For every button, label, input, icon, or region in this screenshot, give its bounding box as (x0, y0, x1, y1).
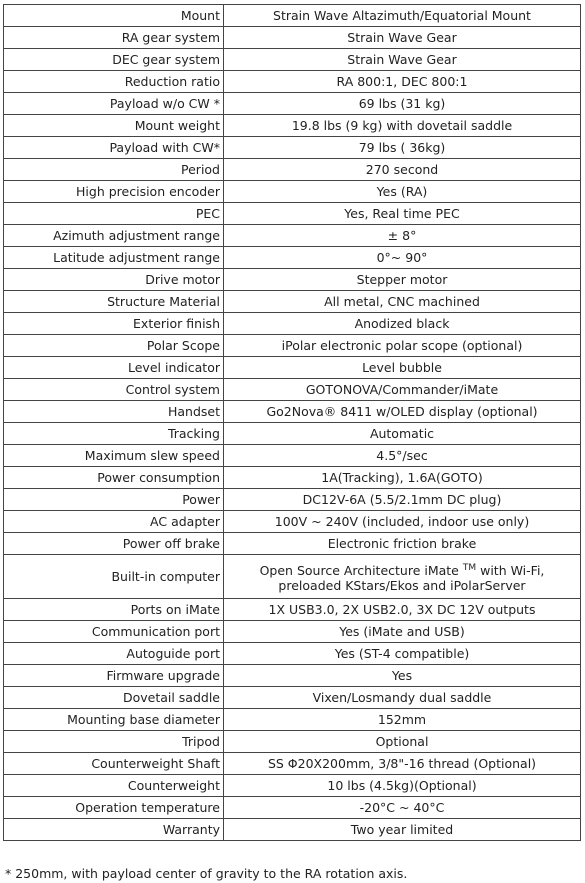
spec-row-structure-material (4, 291, 581, 313)
spec-label: Counterweight (4, 775, 224, 797)
trademark-mark: TM (462, 562, 477, 573)
spec-label: Exterior finish (4, 313, 224, 335)
payload-footnote: * 250mm, with payload center of gravity to the RA rotation axis. (5, 866, 408, 881)
spec-label: Warranty (4, 819, 224, 841)
spec-value: Yes, Real time PEC (224, 203, 581, 225)
spec-value: RA 800:1, DEC 800:1 (224, 71, 581, 93)
spec-value: DC12V-6A (5.5/2.1mm DC plug) (224, 489, 581, 511)
spec-label: Polar Scope (4, 335, 224, 357)
spec-value: 79 lbs ( 36kg) (224, 137, 581, 159)
spec-label: Dovetail saddle (4, 687, 224, 709)
spec-value: Yes (iMate and USB) (224, 621, 581, 643)
spec-label: AC adapter (4, 511, 224, 533)
spec-value: 1A(Tracking), 1.6A(GOTO) (224, 467, 581, 489)
spec-label: Communication port (4, 621, 224, 643)
spec-label: Mounting base diameter (4, 709, 224, 731)
spec-value: 1X USB3.0, 2X USB2.0, 3X DC 12V outputs (224, 599, 581, 621)
spec-row-level-indicator (4, 357, 581, 379)
spec-row-drive-motor (4, 269, 581, 291)
spec-row-mount (4, 5, 581, 27)
spec-label: Latitude adjustment range (4, 247, 224, 269)
spec-label: Counterweight Shaft (4, 753, 224, 775)
spec-row-tripod (4, 731, 581, 753)
builtin-computer-line2: preloaded KStars/Ekos and iPolarServer (278, 577, 526, 593)
spec-value: 0°~ 90° (224, 247, 581, 269)
spec-row-counterweight-shaft (4, 753, 581, 775)
spec-value: iPolar electronic polar scope (optional) (224, 335, 581, 357)
specifications-table (3, 4, 581, 841)
spec-value: Stepper motor (224, 269, 581, 291)
spec-label: Ports on iMate (4, 599, 224, 621)
specifications-table-body (4, 5, 581, 841)
spec-value: All metal, CNC machined (224, 291, 581, 313)
spec-value (224, 555, 581, 599)
spec-label: Power off brake (4, 533, 224, 555)
spec-label: Maximum slew speed (4, 445, 224, 467)
spec-row-mounting-base-diameter (4, 709, 581, 731)
spec-label: Tracking (4, 423, 224, 445)
spec-row-autoguide-port (4, 643, 581, 665)
spec-label: Reduction ratio (4, 71, 224, 93)
spec-value: Anodized black (224, 313, 581, 335)
spec-row-payload-with-cw (4, 137, 581, 159)
spec-label: Level indicator (4, 357, 224, 379)
spec-label: Built-in computer (4, 555, 224, 599)
spec-row-built-in-computer (4, 555, 581, 599)
spec-label: RA gear system (4, 27, 224, 49)
spec-value: 19.8 lbs (9 kg) with dovetail saddle (224, 115, 581, 137)
spec-row-operation-temperature (4, 797, 581, 819)
spec-value: Yes (ST-4 compatible) (224, 643, 581, 665)
spec-row-power-consumption (4, 467, 581, 489)
spec-value: 100V ~ 240V (included, indoor use only) (224, 511, 581, 533)
spec-label: Firmware upgrade (4, 665, 224, 687)
spec-row-power (4, 489, 581, 511)
spec-label: Power (4, 489, 224, 511)
spec-label: Drive motor (4, 269, 224, 291)
spec-label: Payload w/o CW * (4, 93, 224, 115)
spec-value: Go2Nova® 8411 w/OLED display (optional) (224, 401, 581, 423)
spec-label: High precision encoder (4, 181, 224, 203)
spec-row-dec-gear-system (4, 49, 581, 71)
spec-value: SS Φ20X200mm, 3/8"-16 thread (Optional) (224, 753, 581, 775)
spec-value: Yes (RA) (224, 181, 581, 203)
builtin-computer-line1-suffix: with Wi-Fi, (476, 562, 545, 578)
spec-row-power-off-brake (4, 533, 581, 555)
spec-row-counterweight (4, 775, 581, 797)
spec-label: Mount weight (4, 115, 224, 137)
spec-row-ac-adapter (4, 511, 581, 533)
spec-label: DEC gear system (4, 49, 224, 71)
spec-row-latitude-adjustment-range (4, 247, 581, 269)
spec-value: Electronic friction brake (224, 533, 581, 555)
spec-value: Optional (224, 731, 581, 753)
spec-label: Period (4, 159, 224, 181)
spec-row-dovetail-saddle (4, 687, 581, 709)
spec-value: 152mm (224, 709, 581, 731)
spec-value: -20°C ~ 40°C (224, 797, 581, 819)
spec-label: Operation temperature (4, 797, 224, 819)
spec-value: 69 lbs (31 kg) (224, 93, 581, 115)
spec-row-tracking (4, 423, 581, 445)
spec-value: 270 second (224, 159, 581, 181)
spec-value: Level bubble (224, 357, 581, 379)
spec-row-pec (4, 203, 581, 225)
spec-value: 4.5°/sec (224, 445, 581, 467)
spec-value: 10 lbs (4.5kg)(Optional) (224, 775, 581, 797)
spec-value: Vixen/Losmandy dual saddle (224, 687, 581, 709)
spec-label: Autoguide port (4, 643, 224, 665)
spec-label: Mount (4, 5, 224, 27)
spec-label: Structure Material (4, 291, 224, 313)
spec-row-firmware-upgrade (4, 665, 581, 687)
spec-value: Automatic (224, 423, 581, 445)
spec-label: Handset (4, 401, 224, 423)
spec-row-communication-port (4, 621, 581, 643)
spec-row-azimuth-adjustment-range (4, 225, 581, 247)
spec-row-exterior-finish (4, 313, 581, 335)
spec-label: Azimuth adjustment range (4, 225, 224, 247)
spec-row-control-system (4, 379, 581, 401)
spec-row-maximum-slew-speed (4, 445, 581, 467)
builtin-computer-line1-text: Open Source Architecture iMate (259, 562, 459, 578)
spec-row-warranty (4, 819, 581, 841)
spec-row-ra-gear-system (4, 27, 581, 49)
spec-row-mount-weight (4, 115, 581, 137)
spec-value: Strain Wave Gear (224, 49, 581, 71)
spec-value: Two year limited (224, 819, 581, 841)
spec-row-handset (4, 401, 581, 423)
spec-label: Power consumption (4, 467, 224, 489)
spec-value: Strain Wave Gear (224, 27, 581, 49)
spec-row-period (4, 159, 581, 181)
spec-label: Tripod (4, 731, 224, 753)
spec-row-high-precision-encoder (4, 181, 581, 203)
spec-value: Strain Wave Altazimuth/Equatorial Mount (224, 5, 581, 27)
spec-label: PEC (4, 203, 224, 225)
spec-value: GOTONOVA/Commander/iMate (224, 379, 581, 401)
spec-value: ± 8° (224, 225, 581, 247)
spec-row-payload-w-o-cw (4, 93, 581, 115)
spec-value: Yes (224, 665, 581, 687)
spec-label: Payload with CW* (4, 137, 224, 159)
builtin-computer-description (260, 563, 545, 593)
spec-row-polar-scope (4, 335, 581, 357)
spec-row-reduction-ratio (4, 71, 581, 93)
spec-row-ports-on-imate (4, 599, 581, 621)
spec-label: Control system (4, 379, 224, 401)
